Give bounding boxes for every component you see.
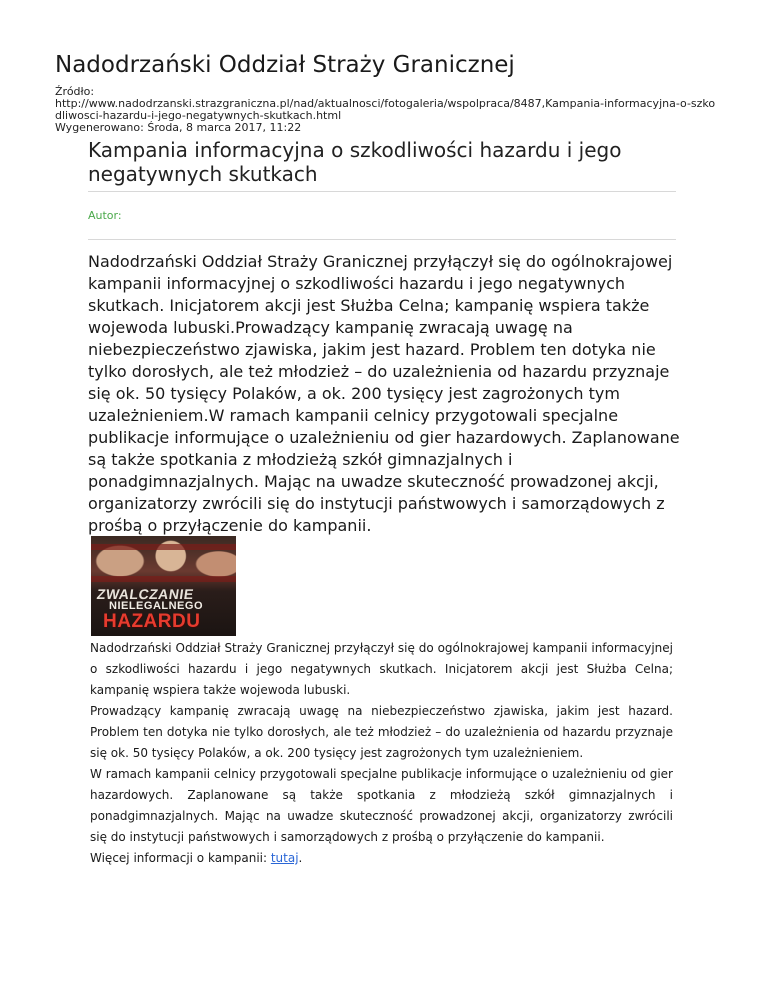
source-url[interactable]: http://www.nadodrzanski.strazgraniczna.pl/nad/aktualnosci/fotogaleria/wspolpraca/8487,Kampania-informacyjna-o-szkodliwosci-hazardu-i-jego-negatywnych-skutkach.html — [55, 97, 716, 122]
body-paragraph: W ramach kampanii celnicy przygotowali specjalne publikacje informujące o uzależnieniu od gier hazardowych. Zaplanowane są także spotkania z młodzieżą szkół gimnazjalnych i ponadgimnazjalnych. Mając na uwadze skuteczność prowadzonej akcji, organizatorzy zwrócili się do instytucji państwowych i samorządowych z prośbą o przyłączenie do kampanii. — [90, 767, 673, 844]
image-caption-line1: ZWALCZANIE — [95, 586, 195, 602]
title-divider — [88, 191, 676, 192]
body-paragraph: Prowadzący kampanię zwracają uwagę na niebezpieczeństwo zjawiska, jakim jest hazard. Problem ten dotyka nie tylko dorosłych, ale też młodzież – do uzależnienia od hazardu przyznaje się ok. 50 tysięcy Polaków, a ok. 200 tysięcy jest zagrożonych tym uzależnieniem. — [90, 704, 673, 760]
more-info-prefix: Więcej informacji o kampanii: — [90, 851, 271, 865]
article-title: Kampania informacyjna o szkodliwości hazardu i jego negatywnych skutkach — [88, 138, 622, 186]
site-title: Nadodrzański Oddział Straży Granicznej — [55, 52, 515, 78]
source-label: Źródło: — [55, 85, 95, 98]
image-caption-line2: NIELEGALNEGO — [109, 600, 204, 612]
more-info-line — [90, 848, 673, 869]
generated-timestamp: Wygenerowano: Środa, 8 marca 2017, 11:22 — [55, 121, 302, 134]
image-caption-line3: HAZARDU — [103, 611, 201, 632]
campaign-image — [91, 536, 236, 636]
more-info-link[interactable]: tutaj — [270, 851, 299, 865]
author-label: Autor: — [88, 209, 122, 222]
source-meta — [55, 86, 720, 134]
body-paragraph: Nadodrzański Oddział Straży Granicznej przyłączył się do ogólnokrajowej kampanii informacyjnej o szkodliwości hazardu i jego negatywnych skutkach. Inicjatorem akcji jest Służba Celna; kampanię wspiera także wojewoda lubuski. — [90, 641, 673, 697]
more-info-suffix: . — [298, 851, 303, 865]
article-lead: Nadodrzański Oddział Straży Granicznej przyłączył się do ogólnokrajowej kampanii informacyjnej o szkodliwości hazardu i jego negatywnych skutkach. Inicjatorem akcji jest Służba Celna; kampanię wspiera także wojewoda lubuski.Prowadzący kampanię zwracają uwagę na niebezpieczeństwo zjawiska, jakim jest hazard. Problem ten dotyka nie tylko dorosłych, ale też młodzież – do uzależnienia od hazardu przyznaje się ok. 50 tysięcy Polaków, a ok. 200 tysięcy jest zagrożonych tym uzależnieniem.W ramach kampanii celnicy przygotowali specjalne publikacje informujące o uzależnieniu od gier hazardowych. Zaplanowane są także spotkania z młodzieżą szkół gimnazjalnych i ponadgimnazjalnych. Mając na uwadze skuteczność prowadzonej akcji, organizatorzy zwrócili się do instytucji państwowych i samorządowych z prośbą o przyłączenie do kampanii. — [88, 252, 680, 535]
article-body — [90, 638, 673, 869]
author-divider — [88, 239, 676, 240]
